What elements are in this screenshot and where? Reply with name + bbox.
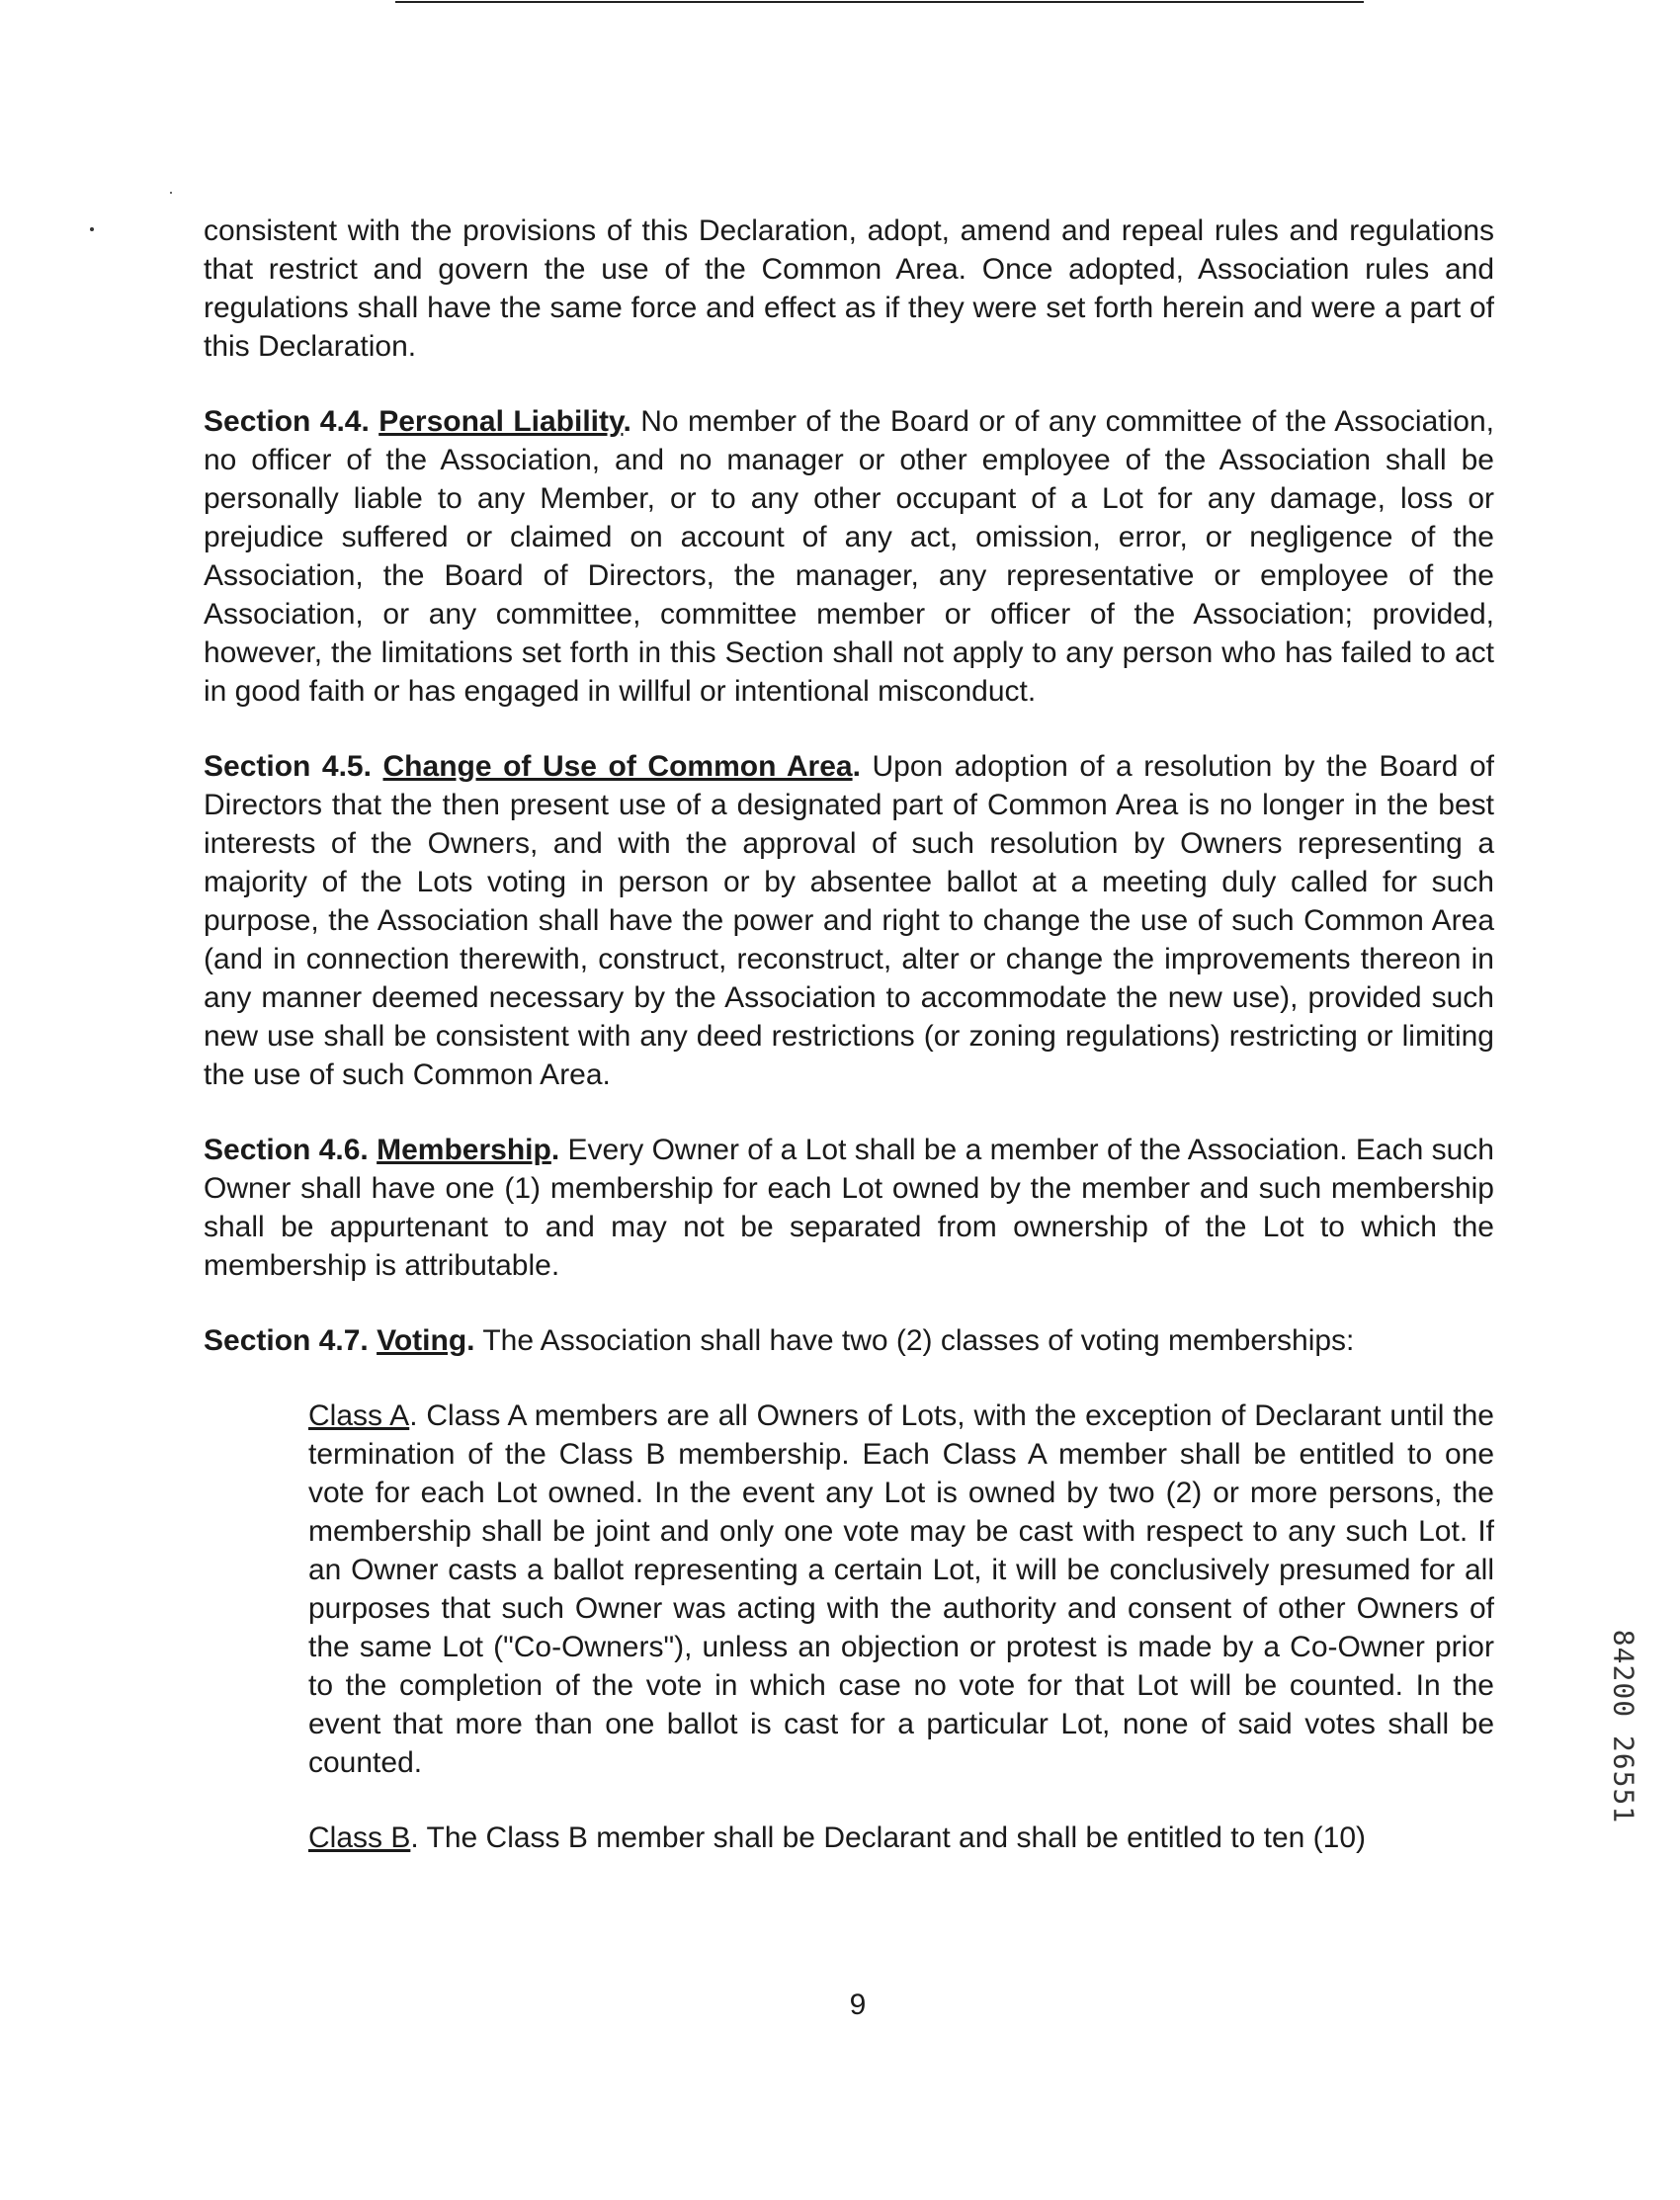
section-number: Section 4.5. [204,750,372,783]
section-title: Membership [377,1134,551,1166]
document-body [204,212,1494,1894]
section-number: Section 4.7. [204,1324,369,1357]
section-4-4: Section 4.4. Personal Liability. No member of the Board or of any committee of the Association, no officer of the Association, and no manager or other employee of the Association shall be personally liable to any Member, or to any other occupant of a Lot for any damage, loss or prejudice suffered or claimed on account of any act, omission, error, or negligence of the Association, the Board of Directors, the manager, any representative or employee of the Association, or any committee, committee member or officer of the Association; provided, however, the limitations set forth in this Section shall not apply to any person who has failed to act in good faith or has engaged in willful or intentional misconduct. [204,405,1494,708]
recording-stamp-number: 84200 26551 [1607,1629,1640,1824]
section-title: Personal Liability [378,405,624,438]
section-title: Change of Use of Common Area [382,750,853,783]
class-b-paragraph: Class B. The Class B member shall be Declarant and shall be entitled to ten (10) [308,1821,1366,1854]
section-body: The Association shall have two (2) classes of voting memberships: [482,1324,1355,1357]
section-4-7: Section 4.7. Voting. The Association shall have two (2) classes of voting memberships: [204,1324,1355,1357]
section-number: Section 4.6. [204,1134,369,1166]
class-a-paragraph: Class A. Class A members are all Owners of Lots, with the exception of Declarant until the termination of the Class B membership. Each Class A member shall be entitled to one vote for each Lot owned. In the event any Lot is owned by two (2) or more persons, the membership shall be joint and only one vote may be cast with respect to any such Lot. If an Owner casts a ballot representing a certain Lot, it will be conclusively presumed for all purposes that such Owner was acting with the authority and consent of other Owners of the same Lot ("Co-Owners"), unless an objection or protest is made by a Co-Owner prior to the completion of the vote in which case no vote for that Lot will be counted. In the event that more than one ballot is cast for a particular Lot, none of said votes shall be counted. [308,1399,1494,1779]
section-4-5: Section 4.5. Change of Use of Common Area. Upon adoption of a resolution by the Board of Directors that the then present use of a designated part of Common Area is no longer in the best interests of the Owners, and with the approval of such resolution by Owners representing a majority of the Lots voting in person or by absentee ballot at a meeting duly called for such purpose, the Association shall have the power and right to change the use of such Common Area (and in connection therewith, construct, reconstruct, alter or change the improvements thereon in any manner deemed necessary by the Association to accommodate the new use), provided such new use shall be consistent with any deed restrictions (or zoning regulations) restricting or limiting the use of such Common Area. [204,750,1494,1091]
class-title: Class B [308,1821,411,1854]
section-body: Every Owner of a Lot shall be a member of the Association. Each such Owner shall have one (1) membership for each Lot owned by the member and such membership shall be appurtenant to and may not be separated from ownership of the Lot to which the membership is attributable. [204,1134,1494,1282]
class-title: Class A [308,1399,410,1432]
section-title: Voting [377,1324,467,1357]
recording-stamp [1609,1593,1638,1860]
section-body: No member of the Board or of any committee of the Association, no officer of the Association, and no manager or other employee of the Association shall be personally liable to any Member, or to any other occupant of a Lot for any damage, loss or prejudice suffered or claimed on account of any act, omission, error, or negligence of the Association, the Board of Directors, the manager, any representative or employee of the Association, or any committee, committee member or officer of the Association; provided, however, the limitations set forth in this Section shall not apply to any person who has failed to act in good faith or has engaged in willful or intentional misconduct. [204,405,1494,708]
section-number: Section 4.4. [204,405,370,438]
section-body: Upon adoption of a resolution by the Board of Directors that the then present use of a designated part of Common Area is no longer in the best interests of the Owners, and with the approval of such resolution by Owners representing a majority of the Lots voting in person or by absentee ballot at a meeting duly called for such purpose, the Association shall have the power and right to change the use of such Common Area (and in connection therewith, construct, reconstruct, alter or change the improvements thereon in any manner deemed necessary by the Association to accommodate the new use), provided such new use shall be consistent with any deed restrictions (or zoning regulations) restricting or limiting the use of such Common Area. [204,750,1494,1091]
scan-speck [90,227,94,231]
page-number: 9 [849,1988,867,2021]
class-body: Class A members are all Owners of Lots, with the exception of Declarant until the termination of the Class B membership. Each Class A member shall be entitled to one vote for each Lot owned. In the event any Lot is owned by two (2) or more persons, the membership shall be joint and only one vote may be cast with respect to any such Lot. If an Owner casts a ballot representing a certain Lot, it will be conclusively presumed for all purposes that such Owner was acting with the authority and consent of other Owners of the same Lot ("Co-Owners"), unless an objection or protest is made by a Co-Owner prior to the completion of the vote in which case no vote for that Lot will be counted. In the event that more than one ballot is cast for a particular Lot, none of said votes shall be counted. [308,1399,1494,1779]
continuation-paragraph: consistent with the provisions of this Declaration, adopt, amend and repeal rules and regulations that restrict and govern the use of the Common Area. Once adopted, Association rules and regulations shall have the same force and effect as if they were set forth herein and were a part of this Declaration. [204,214,1494,363]
top-scan-rule [395,1,1364,3]
scan-speck [170,192,172,194]
section-4-6: Section 4.6. Membership. Every Owner of a Lot shall be a member of the Association. Each such Owner shall have one (1) membership for each Lot owned by the member and such membership shall be appurtenant to and may not be separated from ownership of the Lot to which the membership is attributable. [204,1134,1494,1282]
class-body: The Class B member shall be Declarant and shall be entitled to ten (10) [426,1821,1366,1854]
